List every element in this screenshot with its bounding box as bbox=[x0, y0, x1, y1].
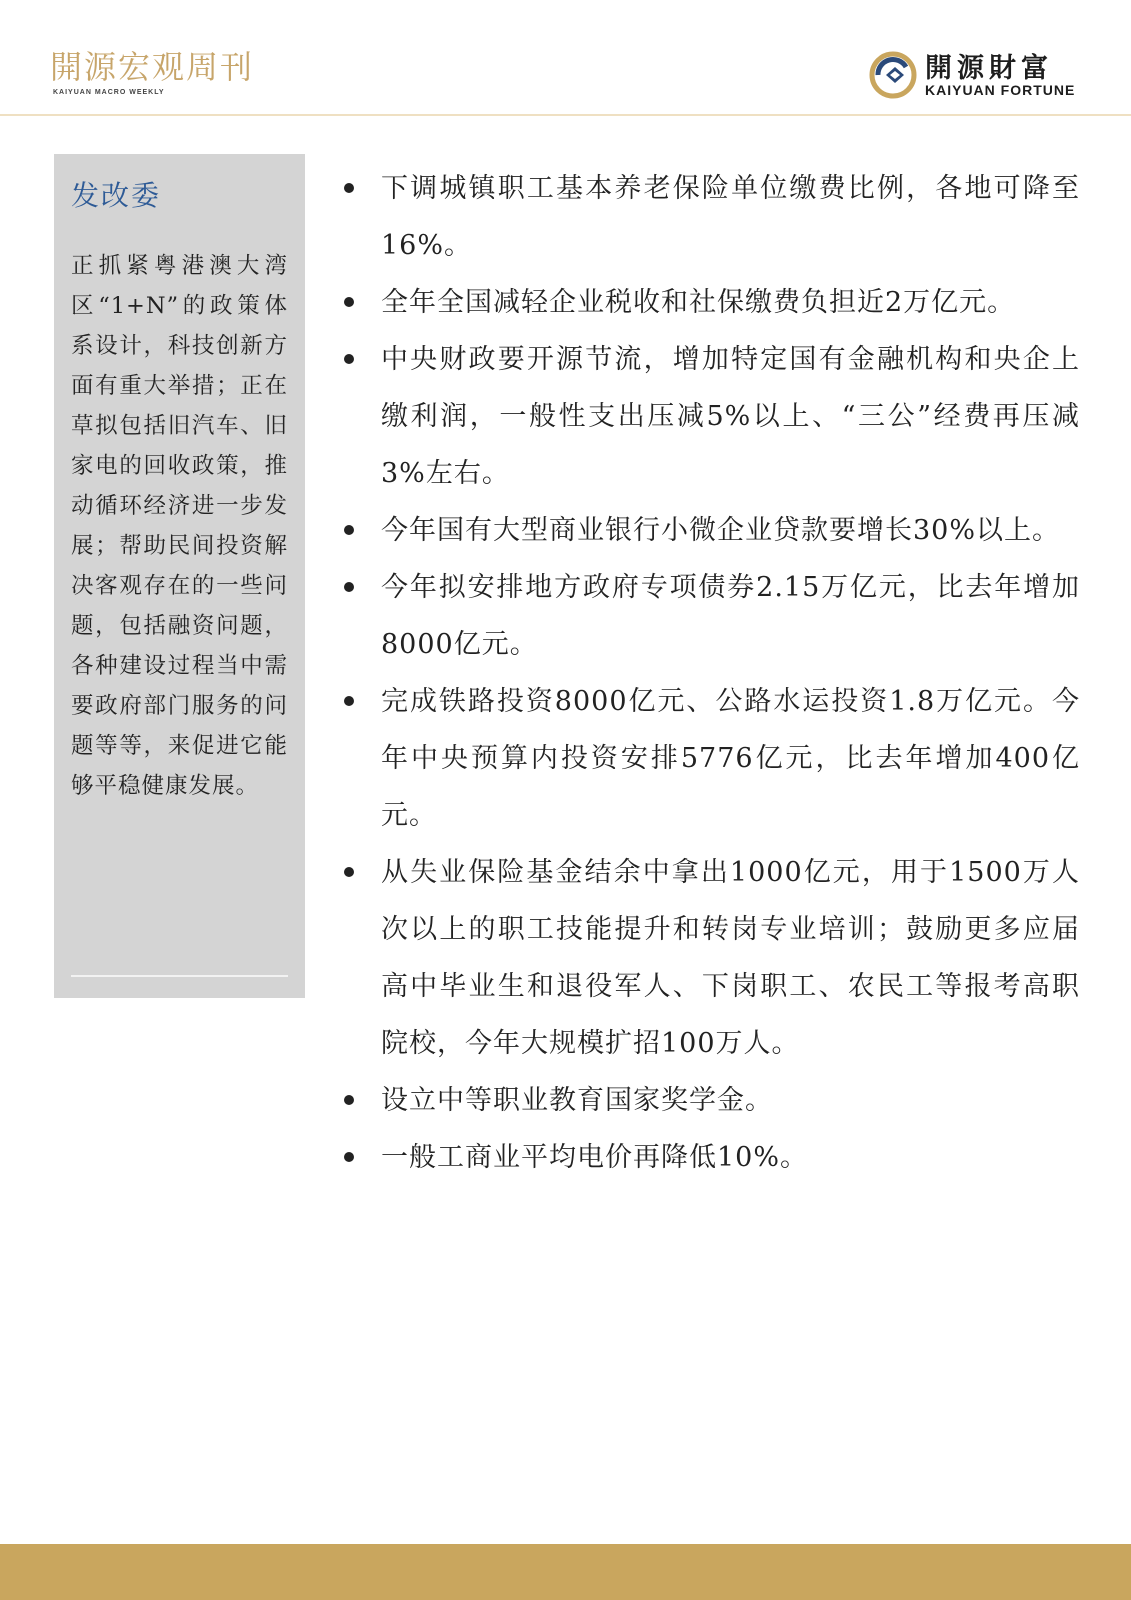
publication-subtitle: KAIYUAN MACRO WEEKLY bbox=[53, 89, 165, 96]
bullet-item bbox=[340, 1072, 1080, 1129]
bullet-text: 今年拟安排地方政府专项债券2.15万亿元，比去年增加8000亿元。 bbox=[381, 572, 1080, 660]
bullet-item bbox=[340, 1129, 1080, 1186]
bullet-item bbox=[340, 559, 1080, 673]
bullet-dot-icon bbox=[344, 867, 354, 877]
bullet-text: 设立中等职业教育国家奖学金。 bbox=[381, 1085, 773, 1116]
main-content bbox=[340, 160, 1080, 1186]
sidebar-panel bbox=[54, 154, 305, 998]
bullet-list bbox=[340, 160, 1080, 1186]
sidebar-text: 正抓紧粤港澳大湾区“1+N”的政策体系设计，科技创新方面有重大举措；正在草拟包括旧汽车、旧家电的回收政策，推动循环经济进一步发展；帮助民间投资解决客观存在的一些问题，包括融资问题，各种建设过程当中需要政府部门服务的问题等等，来促进它能够平稳健康发展。 bbox=[71, 253, 288, 799]
bullet-item bbox=[340, 502, 1080, 559]
bullet-dot-icon bbox=[344, 1095, 354, 1105]
logo-name-cn: 開源財富 bbox=[925, 53, 1053, 84]
bullet-text: 中央财政要开源节流，增加特定国有金融机构和央企上缴利润，一般性支出压减5%以上、“三公”经费再压减3%左右。 bbox=[381, 344, 1080, 489]
bullet-item bbox=[340, 274, 1080, 331]
logo-name-en: KAIYUAN FORTUNE bbox=[925, 82, 1076, 98]
bullet-dot-icon bbox=[344, 582, 354, 592]
bullet-dot-icon bbox=[344, 183, 354, 193]
bullet-item bbox=[340, 160, 1080, 274]
bullet-dot-icon bbox=[344, 1152, 354, 1162]
publication-title: 開源宏观周刊 bbox=[50, 48, 255, 86]
page-header bbox=[0, 0, 1131, 116]
bullet-text: 下调城镇职工基本养老保险单位缴费比例，各地可降至16%。 bbox=[381, 173, 1080, 261]
bullet-text: 从失业保险基金结余中拿出1000亿元，用于1500万人次以上的职工技能提升和转岗专业培训；鼓励更多应届高中毕业生和退役军人、下岗职工、农民工等报考高职院校，今年大规模扩招100万人。 bbox=[381, 857, 1080, 1059]
bullet-item bbox=[340, 844, 1080, 1072]
bullet-item bbox=[340, 331, 1080, 502]
bullet-text: 今年国有大型商业银行小微企业贷款要增长30%以上。 bbox=[381, 515, 1061, 546]
bullet-text: 全年全国减轻企业税收和社保缴费负担近2万亿元。 bbox=[381, 287, 1016, 318]
bullet-text: 一般工商业平均电价再降低10%。 bbox=[381, 1142, 809, 1173]
sidebar-title: 发改委 bbox=[71, 179, 162, 212]
bullet-dot-icon bbox=[344, 297, 354, 307]
bullet-item bbox=[340, 673, 1080, 844]
bullet-dot-icon bbox=[344, 525, 354, 535]
bullet-text: 完成铁路投资8000亿元、公路水运投资1.8万亿元。今年中央预算内投资安排5776亿元，比去年增加400亿元。 bbox=[381, 686, 1080, 831]
kaiyuan-logo-icon bbox=[868, 50, 918, 100]
bullet-dot-icon bbox=[344, 354, 354, 364]
footer-bar bbox=[0, 1544, 1131, 1600]
sidebar-divider bbox=[71, 975, 288, 977]
bullet-dot-icon bbox=[344, 696, 354, 706]
